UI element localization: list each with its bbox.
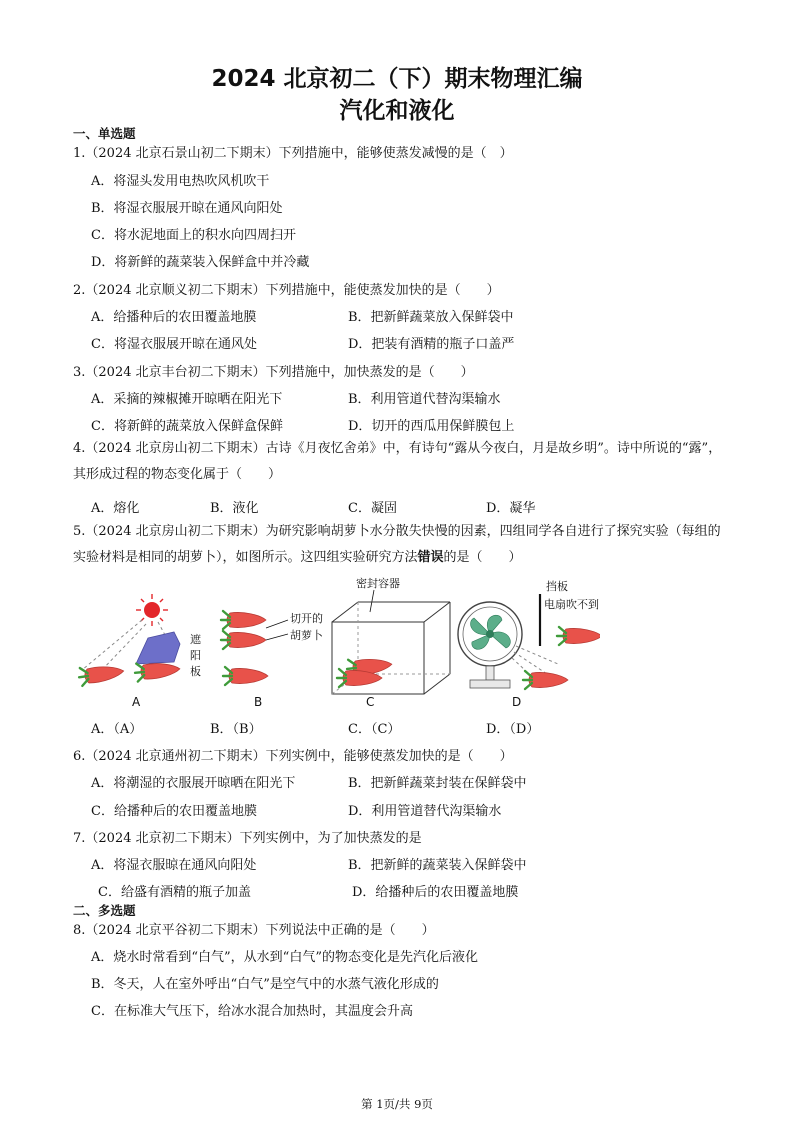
question-7: 7.（2024 北京初二下期末）下列实例中，为了加快蒸发的是 — [73, 831, 422, 846]
panel-b — [221, 611, 323, 709]
q8-option-c: C．在标准大气压下，给冰水混合加热时，其温度会升高 — [91, 1004, 413, 1019]
section-multi-choice: 二、多选题 — [73, 903, 136, 918]
q5-option-d: D．（D） — [486, 722, 540, 737]
q5-option-a: A．（A） — [91, 722, 143, 737]
q1-option-b: B．将湿衣服展开晾在通风向阳处 — [91, 201, 283, 216]
question-4: 4.（2024 北京房山初二下期末）古诗《月夜忆舍弟》中，有诗句“露从今夜白，月是故乡明”。诗中所说的“露”，其形成过程的物态变化属于（ ） — [73, 441, 722, 482]
question-6: 6.（2024 北京通州初二下期末）下列实例中，能够使蒸发加快的是（ ） — [73, 749, 513, 764]
q2-option-c: C．将湿衣服展开晾在通风处 — [91, 337, 257, 352]
page-footer: 第 1页/共 9页 — [361, 1097, 433, 1111]
q6-option-a: A．将潮湿的衣服展开晾晒在阳光下 — [91, 776, 296, 791]
shade-label-1: 遮 — [190, 633, 201, 646]
shade-label-2: 阳 — [190, 649, 201, 662]
q3-option-d: D．切开的西瓜用保鲜膜包上 — [348, 419, 515, 434]
q7-option-b: B．把新鲜的蔬菜装入保鲜袋中 — [348, 858, 527, 873]
question-5 — [73, 519, 723, 571]
q3-option-c: C．将新鲜的蔬菜放入保鲜盒保鲜 — [91, 419, 283, 434]
q4-option-a: A．熔化 — [91, 501, 140, 516]
q6-option-b: B．把新鲜蔬菜封装在保鲜袋中 — [348, 776, 527, 791]
carrot-d2 — [557, 627, 600, 645]
q1-option-c: C．将水泥地面上的积水向四周扫开 — [91, 228, 296, 243]
question-8: 8.（2024 北京平谷初二下期末）下列说法中正确的是（ ） — [73, 923, 435, 938]
carrot-b3 — [223, 667, 268, 685]
q5-stem-emphasis: 错误 — [417, 550, 444, 565]
panel-a — [78, 594, 202, 709]
q5-option-b: B．（B） — [210, 722, 262, 737]
q8-option-a: A．烧水时常看到“白气”，从水到“白气”的物态变化是先汽化后液化 — [91, 950, 478, 965]
q7-option-d: D．给播种后的农田覆盖地膜 — [352, 885, 519, 900]
panel-label-d: D — [512, 695, 522, 709]
q8-option-b: B．冬天，人在室外呼出“白气”是空气中的水蒸气液化形成的 — [91, 977, 439, 992]
q1-option-d: D．将新鲜的蔬菜装入保鲜盒中并冷藏 — [91, 255, 310, 270]
q5-stem-before: 5.（2024 北京房山初二下期末）为研究影响胡萝卜水分散失快慢的因素，四组同学各自进行了探究实验（每组的实验材料是相同的胡萝卜），如图所示。这四组实验研究方法 — [73, 524, 721, 565]
q5-stem-after: 的是（ ） — [443, 550, 522, 565]
q6-option-d: D．利用管道替代沟渠输水 — [348, 804, 502, 819]
q7-option-a: A．将湿衣服晾在通风向阳处 — [91, 858, 257, 873]
shade-label-3: 板 — [190, 665, 201, 678]
question-3: 3.（2024 北京丰台初二下期末）下列措施中，加快蒸发的是（ ） — [73, 365, 474, 380]
label-no-blow: 电扇吹不到 — [544, 598, 599, 611]
q7-option-c: C．给盛有酒精的瓶子加盖 — [98, 885, 251, 900]
carrot-a1 — [78, 662, 125, 686]
q5-figure — [70, 572, 600, 714]
panel-label-c: C — [366, 695, 375, 709]
page-subtitle: 汽化和液化 — [339, 98, 455, 124]
panel-label-a: A — [132, 695, 141, 709]
q6-option-c: C．给播种后的农田覆盖地膜 — [91, 804, 257, 819]
panel-d — [458, 579, 600, 709]
label-carrot: 胡萝卜 — [290, 629, 323, 642]
q3-option-b: B．利用管道代替沟渠输水 — [348, 392, 501, 407]
q5-option-c: C．（C） — [348, 722, 401, 737]
panel-label-b: B — [254, 695, 263, 709]
question-2: 2.（2024 北京顺义初二下期末）下列措施中，能使蒸发加快的是（ ） — [73, 283, 500, 298]
sunshade-board — [136, 632, 180, 664]
panel-c — [332, 576, 450, 709]
label-board: 挡板 — [546, 580, 568, 593]
page-title: 2024 北京初二（下）期末物理汇编 — [211, 66, 583, 92]
section-single-choice: 一、单选题 — [73, 126, 136, 141]
q3-option-a: A．采摘的辣椒摊开晾晒在阳光下 — [91, 392, 283, 407]
fan-icon — [458, 602, 522, 688]
q4-option-b: B．液化 — [210, 501, 259, 516]
carrot-d1 — [523, 671, 568, 689]
q4-option-c: C．凝固 — [348, 501, 397, 516]
question-1: 1.（2024 北京石景山初二下期末）下列措施中，能够使蒸发减慢的是（ ） — [73, 146, 513, 161]
q2-option-a: A．给播种后的农田覆盖地膜 — [91, 310, 257, 325]
q2-option-d: D．把装有酒精的瓶子口盖严 — [348, 337, 515, 352]
label-container: 密封容器 — [356, 577, 400, 590]
label-cut: 切开的 — [290, 612, 323, 625]
carrot-b2 — [221, 631, 266, 649]
carrot-b1 — [221, 611, 266, 629]
q2-option-b: B．把新鲜蔬菜放入保鲜袋中 — [348, 310, 514, 325]
q1-option-a: A．将湿头发用电热吹风机吹干 — [91, 174, 270, 189]
q4-option-d: D．凝华 — [486, 501, 536, 516]
